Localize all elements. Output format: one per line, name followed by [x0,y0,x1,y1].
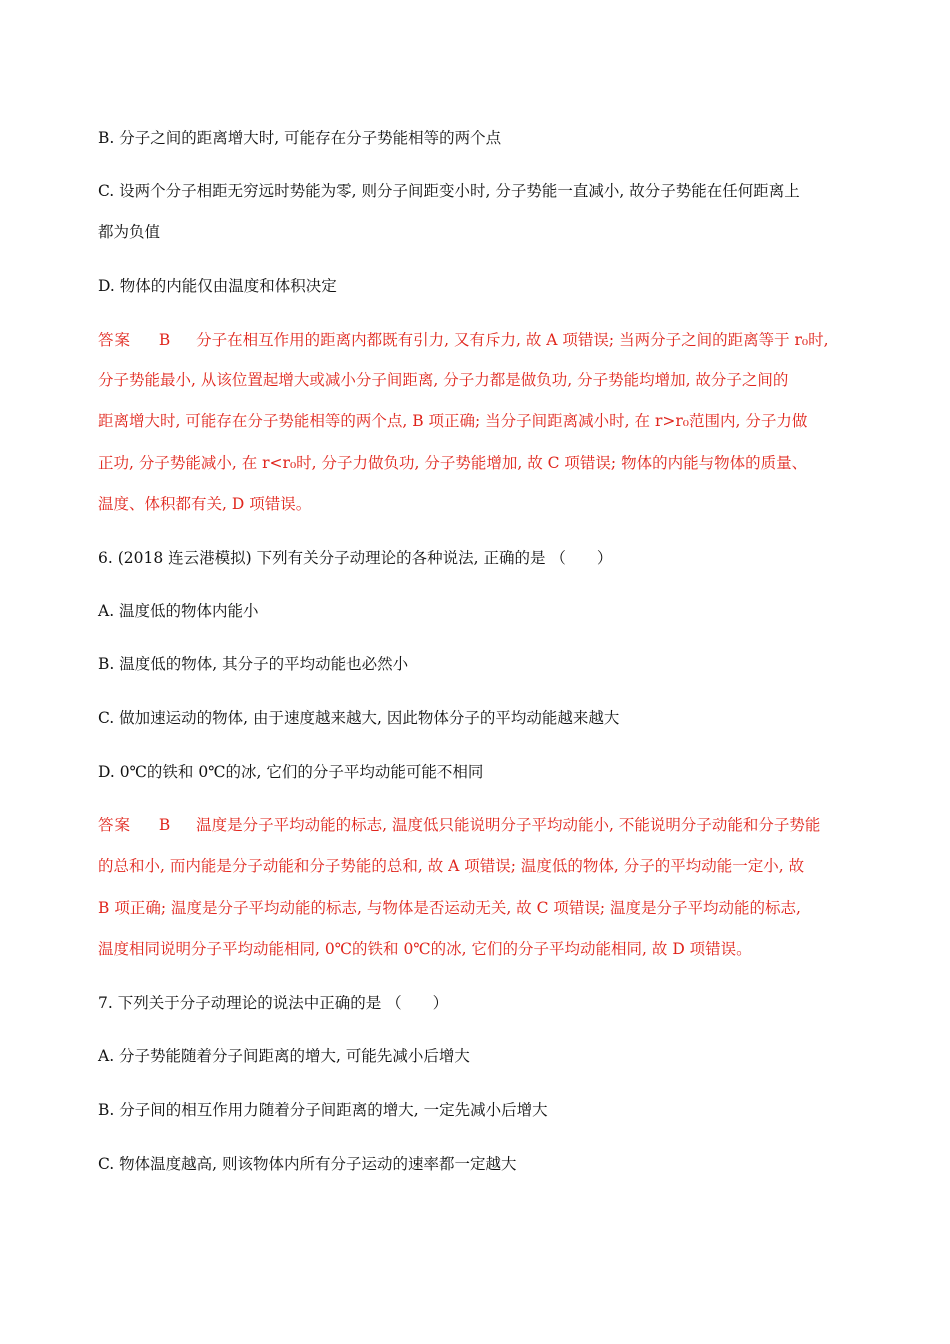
q6-option-b: B. 温度低的物体, 其分子的平均动能也必然小 [98,655,409,673]
q5-answer-line4: 正功, 分子势能减小, 在 r<r₀时, 分子力做负功, 分子势能增加, 故 C 项错误; 物体的内能与物体的质量、 [98,454,808,472]
q6-option-d: D. 0℃的铁和 0℃的冰, 它们的分子平均动能可能不相同 [98,763,484,781]
q6-option-c: C. 做加速运动的物体, 由于速度越来越大, 因此物体分子的平均动能越来越大 [98,709,620,727]
q5-answer-line1 [98,330,829,350]
q6-answer-line3: B 项正确; 温度是分子平均动能的标志, 与物体是否运动无关, 故 C 项错误; 温度是分子平均动能的标志, [98,899,801,917]
q5-answer-line3: 距离增大时, 可能存在分子势能相等的两个点, B 项正确; 当分子间距离减小时, 在 r>r₀范围内, 分子力做 [98,412,808,430]
answer-label: 答案 [98,816,132,834]
answer-label: 答案 [98,331,132,349]
q6-option-a: A. 温度低的物体内能小 [98,602,259,620]
q5-answer-line2: 分子势能最小, 从该位置起增大或减小分子间距离, 分子力都是做负功, 分子势能均增加, 故分子之间的 [98,371,789,389]
q7-option-c: C. 物体温度越高, 则该物体内所有分子运动的速率都一定越大 [98,1155,517,1173]
answer-explanation-text: 温度是分子平均动能的标志, 温度低只能说明分子平均动能小, 不能说明分子动能和分子势能 [196,816,821,834]
q7-option-b: B. 分子间的相互作用力随着分子间距离的增大, 一定先减小后增大 [98,1101,548,1119]
q6-answer-line4: 温度相同说明分子平均动能相同, 0℃的铁和 0℃的冰, 它们的分子平均动能相同, 故 D 项错误。 [98,940,752,958]
q5-answer-line5: 温度、体积都有关, D 项错误。 [98,495,312,513]
answer-choice: B [158,331,171,349]
answer-explanation-text: 分子在相互作用的距离内都既有引力, 又有斥力, 故 A 项错误; 当两分子之间的距离等于 r₀时, [196,331,829,349]
q6-stem: 6. (2018 连云港模拟) 下列有关分子动理论的各种说法, 正确的是 （ ） [98,549,613,567]
answer-choice: B [158,816,171,834]
q5-option-d: D. 物体的内能仅由温度和体积决定 [98,277,337,295]
q6-answer-line2: 的总和小, 而内能是分子动能和分子势能的总和, 故 A 项错误; 温度低的物体, 分子的平均动能一定小, 故 [98,857,805,875]
q6-answer-line1 [98,815,820,835]
q5-option-c-line2: 都为负值 [98,223,161,241]
q7-stem: 7. 下列关于分子动理论的说法中正确的是 （ ） [98,994,449,1012]
q5-option-b: B. 分子之间的距离增大时, 可能存在分子势能相等的两个点 [98,129,502,147]
q5-option-c-line1: C. 设两个分子相距无穷远时势能为零, 则分子间距变小时, 分子势能一直减小, 故分子势能在任何距离上 [98,182,800,200]
q7-option-a: A. 分子势能随着分子间距离的增大, 可能先减小后增大 [98,1047,470,1065]
